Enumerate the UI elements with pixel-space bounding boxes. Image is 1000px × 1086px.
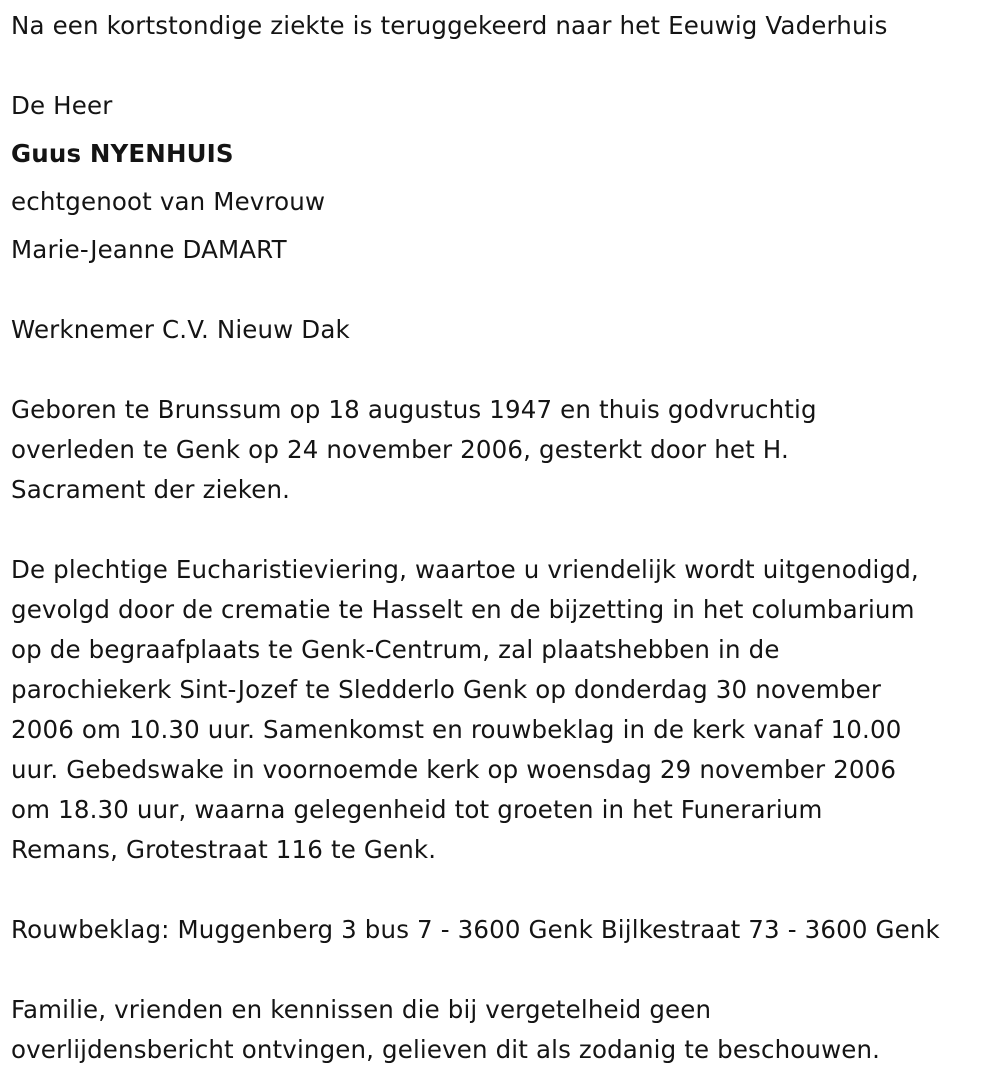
- spouse-label: echtgenoot van Mevrouw: [11, 187, 326, 216]
- deceased-name: Guus NYENHUIS: [11, 139, 234, 168]
- intro-text: Na een kortstondige ziekte is teruggekeerd naar het Eeuwig Vaderhuis: [11, 11, 888, 40]
- condolences-address: Rouwbeklag: Muggenberg 3 bus 7 - 3600 Genk Bijlkestraat 73 - 3600 Genk: [11, 915, 940, 944]
- paragraph-line: uur. Gebedswake in voornoemde kerk op woensdag 29 november 2006: [11, 755, 897, 784]
- paragraph-line: om 18.30 uur, waarna gelegenheid tot groeten in het Funerarium: [11, 795, 823, 824]
- paragraph-line: Familie, vrienden en kennissen die bij vergetelheid geen: [11, 995, 712, 1024]
- paragraph-line: parochiekerk Sint-Jozef te Sledderlo Genk op donderdag 30 november: [11, 675, 882, 704]
- paragraph-line: op de begraafplaats te Genk-Centrum, zal plaatshebben in de: [11, 635, 780, 664]
- paragraph-line: Sacrament der zieken.: [11, 475, 291, 504]
- paragraph-line: gevolgd door de crematie te Hasselt en de bijzetting in het columbarium: [11, 595, 915, 624]
- birth-death-paragraph: [11, 390, 996, 510]
- closing-paragraph: [11, 990, 996, 1070]
- paragraph-line: 2006 om 10.30 uur. Samenkomst en rouwbeklag in de kerk vanaf 10.00: [11, 715, 902, 744]
- paragraph-line: De plechtige Eucharistieviering, waartoe u vriendelijk wordt uitgenodigd,: [11, 555, 919, 584]
- paragraph-line: Remans, Grotestraat 116 te Genk.: [11, 835, 437, 864]
- spouse-name: Marie-Jeanne DAMART: [11, 235, 287, 264]
- ceremony-paragraph: [11, 550, 996, 870]
- employer-text: Werknemer C.V. Nieuw Dak: [11, 315, 350, 344]
- paragraph-line: overlijdensbericht ontvingen, gelieven dit als zodanig te beschouwen.: [11, 1035, 881, 1064]
- paragraph-line: overleden te Genk op 24 november 2006, gesterkt door het H.: [11, 435, 789, 464]
- honorific: De Heer: [11, 91, 113, 120]
- paragraph-line: Geboren te Brunssum op 18 augustus 1947 en thuis godvruchtig: [11, 395, 817, 424]
